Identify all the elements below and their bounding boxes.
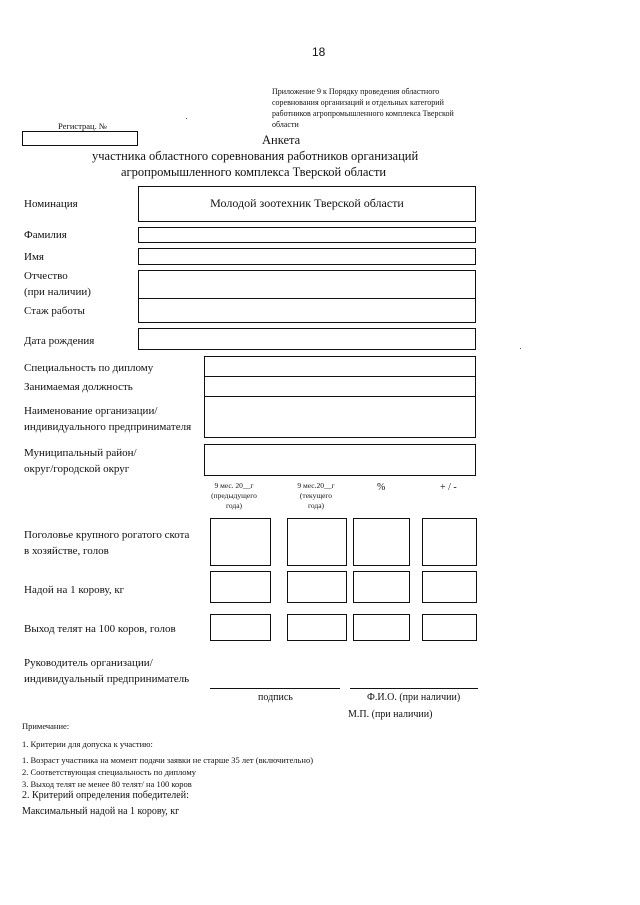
position-label: Занимаемая должность bbox=[24, 381, 133, 393]
note-item: 1. Возраст участника на момент подачи заявки не старше 35 лет (включительно) bbox=[22, 755, 314, 765]
registration-label: Регистрац. № bbox=[58, 121, 107, 131]
registration-number-field[interactable] bbox=[22, 131, 138, 146]
page-number: 18 bbox=[312, 45, 326, 59]
full-name-line[interactable] bbox=[350, 688, 478, 689]
col-header-line: года) bbox=[307, 501, 325, 510]
specialty-field[interactable] bbox=[204, 356, 476, 377]
milk-difference-cell[interactable] bbox=[422, 571, 477, 603]
district-label-line2: округ/городской округ bbox=[24, 463, 130, 475]
experience-label: Стаж работы bbox=[24, 305, 85, 317]
organization-label-line2: индивидуального предпринимателя bbox=[24, 421, 192, 433]
position-field[interactable] bbox=[204, 376, 476, 397]
calves-current-year-cell[interactable] bbox=[287, 614, 347, 641]
patronymic-field[interactable] bbox=[138, 270, 476, 299]
head-label-line2: индивидуальный предприниматель bbox=[24, 673, 190, 685]
notes-heading: Примечание: bbox=[22, 721, 70, 731]
col-header-current-year bbox=[284, 481, 348, 511]
scan-speck bbox=[186, 118, 187, 119]
nomination-value: Молодой зоотехник Тверской области bbox=[210, 196, 404, 210]
district-label-line1: Муниципальный район/ bbox=[24, 447, 137, 459]
milk-current-year-cell[interactable] bbox=[287, 571, 347, 603]
col-header-difference: + / - bbox=[440, 482, 457, 493]
appendix-note bbox=[272, 86, 487, 130]
surname-field[interactable] bbox=[138, 227, 476, 243]
row-label-milk-yield: Надой на 1 корову, кг bbox=[24, 584, 125, 596]
district-field[interactable] bbox=[204, 444, 476, 476]
form-subtitle-line1: участника областного соревнования работников организаций bbox=[92, 149, 419, 163]
appendix-line: Приложение 9 к Порядку проведения областного bbox=[272, 87, 440, 96]
birth-date-field[interactable] bbox=[138, 328, 476, 350]
birth-date-label: Дата рождения bbox=[24, 335, 95, 347]
appendix-line: работников агропромышленного комплекса Тверской bbox=[272, 109, 454, 118]
calves-previous-year-cell[interactable] bbox=[210, 614, 271, 641]
col-header-line: 9 мес.20__г bbox=[297, 481, 335, 490]
note-item: 2. Соответствующая специальность по диплому bbox=[22, 767, 196, 777]
cattle-percent-cell[interactable] bbox=[353, 518, 410, 566]
nomination-field[interactable] bbox=[138, 186, 476, 222]
surname-label: Фамилия bbox=[24, 229, 67, 241]
col-header-percent: % bbox=[377, 482, 386, 493]
note-item: Максимальный надой на 1 корову, кг bbox=[22, 806, 180, 817]
row-label-cattle-line2: в хозяйстве, голов bbox=[24, 545, 109, 557]
appendix-line: области bbox=[272, 120, 299, 129]
name-field[interactable] bbox=[138, 248, 476, 265]
head-label-line1: Руководитель организации/ bbox=[24, 657, 153, 669]
scan-speck bbox=[520, 348, 521, 349]
patronymic-label: Отчество bbox=[24, 270, 68, 282]
form-title: Анкета bbox=[262, 133, 301, 147]
col-header-line: (текущего bbox=[299, 491, 333, 500]
col-header-previous-year bbox=[202, 481, 266, 511]
stamp-caption: М.П. (при наличии) bbox=[348, 709, 433, 720]
col-header-line: 9 мес. 20__г bbox=[214, 481, 254, 490]
cattle-previous-year-cell[interactable] bbox=[210, 518, 271, 566]
signature-line[interactable] bbox=[210, 688, 340, 689]
organization-label-line1: Наименование организации/ bbox=[24, 405, 158, 417]
cattle-current-year-cell[interactable] bbox=[287, 518, 347, 566]
form-subtitle-line2: агропромышленного комплекса Тверской области bbox=[121, 165, 387, 179]
name-label: Имя bbox=[24, 251, 44, 263]
row-label-calves: Выход телят на 100 коров, голов bbox=[24, 623, 176, 635]
calves-percent-cell[interactable] bbox=[353, 614, 410, 641]
nomination-label: Номинация bbox=[24, 198, 78, 210]
full-name-caption: Ф.И.О. (при наличии) bbox=[367, 692, 461, 703]
note-item: 2. Критерий определения победителей: bbox=[22, 790, 189, 801]
row-label-cattle-line1: Поголовье крупного рогатого скота bbox=[24, 529, 190, 541]
specialty-label: Специальность по диплому bbox=[24, 362, 154, 374]
experience-field[interactable] bbox=[138, 298, 476, 323]
cattle-difference-cell[interactable] bbox=[422, 518, 477, 566]
patronymic-note: (при наличии) bbox=[24, 286, 91, 298]
col-header-line: года) bbox=[225, 501, 243, 510]
milk-previous-year-cell[interactable] bbox=[210, 571, 271, 603]
organization-field[interactable] bbox=[204, 396, 476, 438]
note-item: 3. Выход телят не менее 80 телят/ на 100 коров bbox=[22, 779, 192, 789]
calves-difference-cell[interactable] bbox=[422, 614, 477, 641]
signature-caption: подпись bbox=[258, 692, 293, 703]
appendix-line: соревнования организаций и отдельных категорий bbox=[272, 98, 444, 107]
note-item: 1. Критерии для допуска к участию: bbox=[22, 739, 153, 749]
milk-percent-cell[interactable] bbox=[353, 571, 410, 603]
col-header-line: (предыдущего bbox=[211, 491, 257, 500]
